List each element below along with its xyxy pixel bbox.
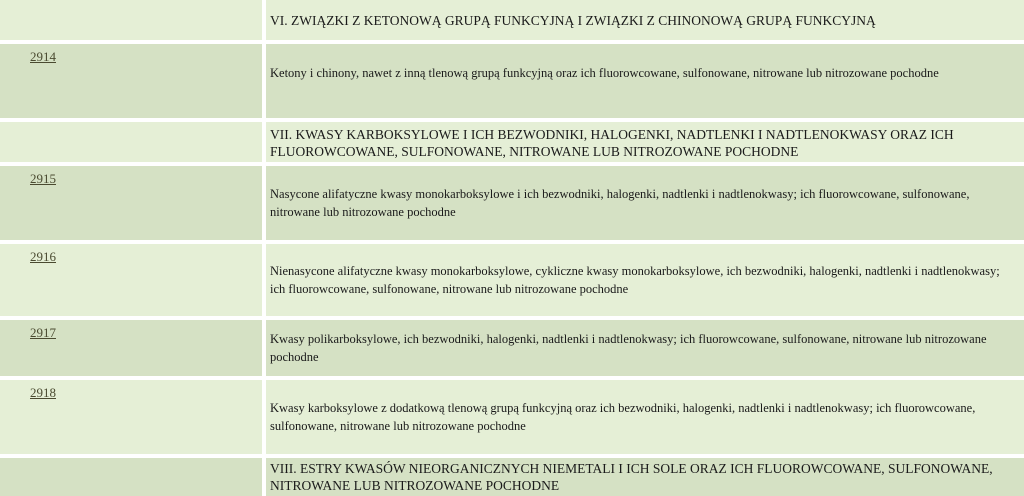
description-cell <box>266 0 1024 40</box>
code-cell <box>0 44 262 118</box>
code-cell <box>0 122 262 162</box>
description-text: Ketony i chinony, nawet z inną tlenową grupą funkcyjną oraz ich fluorowcowane, sulfonowane, nitrowane lub nitrozowane pochodne <box>270 66 939 80</box>
description-cell <box>266 458 1024 496</box>
description-cell <box>266 380 1024 454</box>
description-text: Nasycone alifatyczne kwasy monokarboksylowe i ich bezwodniki, halogenki, nadtlenki i nadtlenokwasy; ich fluorowcowane, sulfonowane, nitrowane lub nitrozowane pochodne <box>270 187 970 219</box>
heading-code-link[interactable]: 2917 <box>30 325 56 340</box>
description-cell <box>266 244 1024 316</box>
table-row <box>0 320 1024 376</box>
code-cell <box>0 320 262 376</box>
description-text: Kwasy karboksylowe z dodatkową tlenową grupą funkcyjną oraz ich bezwodniki, halogenki, nadtlenki i nadtlenokwasy; ich fluorowcowane, sulfonowane, nitrowane lub nitrozowane pochodne <box>270 401 976 433</box>
description-cell <box>266 166 1024 240</box>
description-cell <box>266 44 1024 118</box>
description-text: Nienasycone alifatyczne kwasy monokarboksylowe, cykliczne kwasy monokarboksylowe, ich bezwodniki, halogenki, nadtlenki i nadtlenokwasy; ich fluorowcowane, sulfonowane, nitrowane lub nitrozowane pochodne <box>270 264 1000 296</box>
code-cell <box>0 458 262 496</box>
heading-code-link[interactable]: 2915 <box>30 171 56 186</box>
heading-code-link[interactable]: 2916 <box>30 249 56 264</box>
description-text: Kwasy polikarboksylowe, ich bezwodniki, halogenki, nadtlenki i nadtlenokwasy; ich fluorowcowane, sulfonowane, nitrowane lub nitrozowane pochodne <box>270 332 987 364</box>
heading-code-link[interactable]: 2918 <box>30 385 56 400</box>
section-heading: VI. ZWIĄZKI Z KETONOWĄ GRUPĄ FUNKCYJNĄ I ZWIĄZKI Z CHINONOWĄ GRUPĄ FUNKCYJNĄ <box>270 13 876 28</box>
table-row <box>0 244 1024 316</box>
description-cell <box>266 122 1024 162</box>
section-heading-row <box>0 458 1024 496</box>
description-cell <box>266 320 1024 376</box>
code-cell <box>0 244 262 316</box>
code-cell <box>0 0 262 40</box>
code-cell <box>0 380 262 454</box>
table-row <box>0 44 1024 118</box>
code-cell <box>0 166 262 240</box>
section-heading-row <box>0 122 1024 162</box>
heading-code-link[interactable]: 2914 <box>30 49 56 64</box>
table-row <box>0 166 1024 240</box>
section-heading-row <box>0 0 1024 40</box>
section-heading: VII. KWASY KARBOKSYLOWE I ICH BEZWODNIKI, HALOGENKI, NADTLENKI I NADTLENOKWASY ORAZ ICH FLUOROWCOWANE, SULFONOWANE, NITROWANE LUB NITROZOWANE POCHODNE <box>270 127 954 159</box>
section-heading: VIII. ESTRY KWASÓW NIEORGANICZNYCH NIEMETALI I ICH SOLE ORAZ ICH FLUOROWCOWANE, SULFONOWANE, NITROWANE LUB NITROZOWANE POCHODNE <box>270 461 993 493</box>
table-row <box>0 380 1024 454</box>
